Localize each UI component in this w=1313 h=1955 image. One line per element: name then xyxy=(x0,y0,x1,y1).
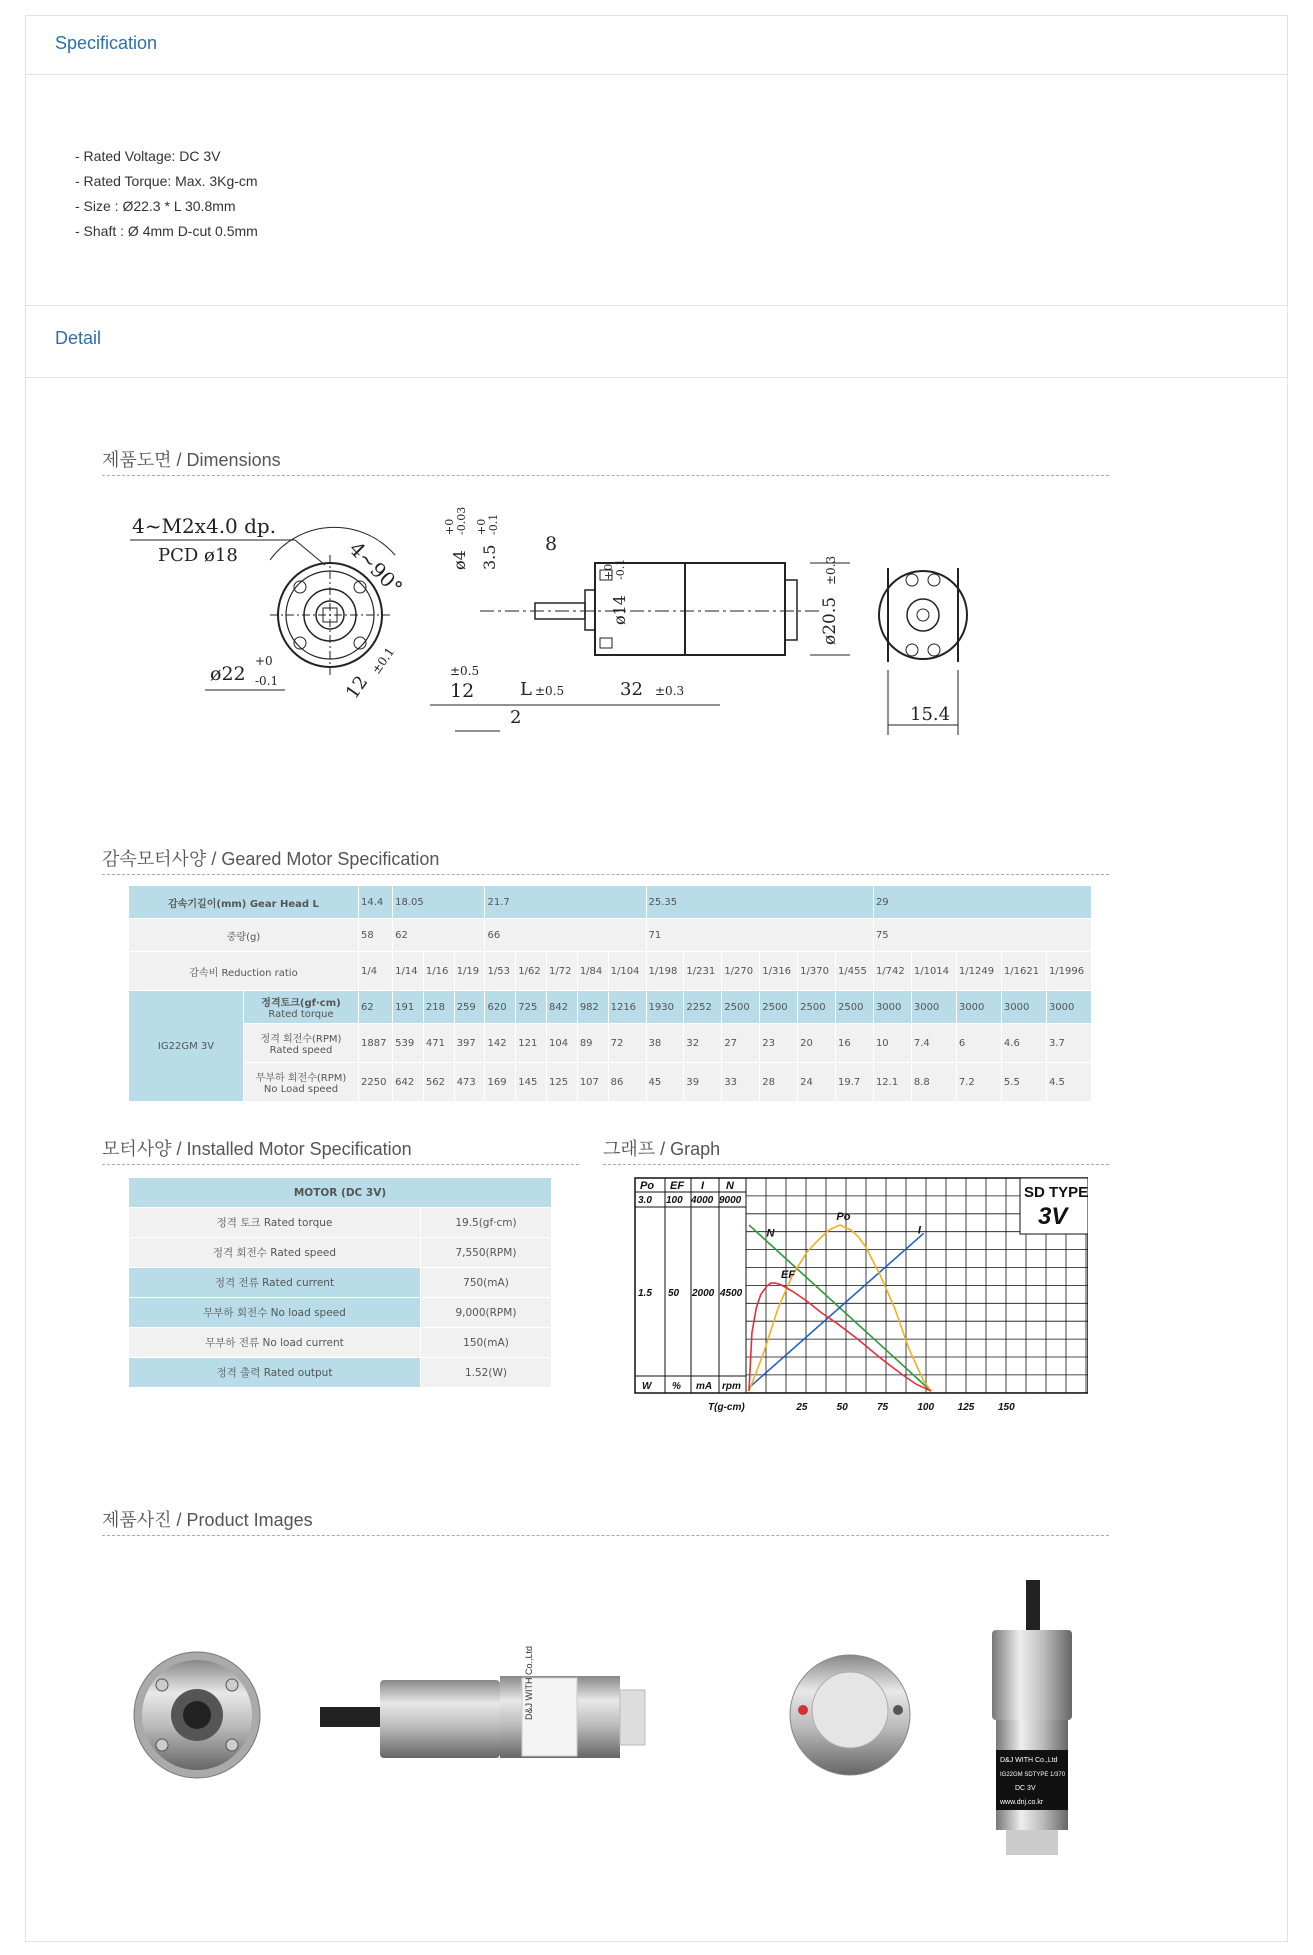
holes-label: 4~M2x4.0 dp. xyxy=(132,514,277,538)
value-cell: 24 xyxy=(798,1063,836,1102)
dcut-size: 3.5 xyxy=(480,544,499,570)
performance-graph xyxy=(628,1172,1088,1417)
front-depth: 12 xyxy=(341,672,373,703)
svg-text:Po: Po xyxy=(640,1180,655,1192)
value-cell: 169 xyxy=(485,1063,516,1102)
ratio-cell: 1/19 xyxy=(454,952,485,991)
value-cell: 3000 xyxy=(956,991,1001,1024)
front-diameter: ø22 xyxy=(210,663,246,685)
value-cell: 20 xyxy=(798,1024,836,1063)
images-subtitle: 제품사진 / Product Images xyxy=(102,1506,1109,1536)
value-cell: 39 xyxy=(684,1063,722,1102)
back-width: 15.4 xyxy=(910,704,951,725)
spec-item: - Shaft : Ø 4mm D-cut 0.5mm xyxy=(75,223,258,239)
motor-length: 32 xyxy=(620,679,643,700)
model-cell: IG22GM 3V xyxy=(129,991,244,1102)
series-label: I xyxy=(917,1224,921,1237)
value-cell: 3000 xyxy=(873,991,911,1024)
svg-text:±0.5: ±0.5 xyxy=(535,684,565,698)
value-cell: 397 xyxy=(454,1024,485,1063)
gap-2: 2 xyxy=(510,707,522,728)
value-cell: 642 xyxy=(393,1063,424,1102)
x-tick-label: 75 xyxy=(877,1402,889,1413)
x-tick-label: 125 xyxy=(957,1402,975,1413)
value-cell: 471 xyxy=(423,1024,454,1063)
value-cell: 1930 xyxy=(646,991,684,1024)
svg-text:-0.1: -0.1 xyxy=(487,513,500,535)
svg-text:DC 3V: DC 3V xyxy=(1015,1785,1036,1792)
value-cell: 107 xyxy=(577,1063,608,1102)
svg-text:mA: mA xyxy=(696,1381,713,1392)
photo-vertical-motor xyxy=(992,1580,1072,1855)
graph-subtitle: 그래프 / Graph xyxy=(603,1135,1109,1165)
spec-list xyxy=(75,144,258,244)
value-cell: 2500 xyxy=(722,991,760,1024)
spec-item: - Rated Torque: Max. 3Kg-cm xyxy=(75,173,258,189)
svg-text:±0.3: ±0.3 xyxy=(655,684,685,698)
series-label: N xyxy=(766,1227,775,1240)
value-cell: 4.5 xyxy=(1046,1063,1091,1102)
value-cell: 27 xyxy=(722,1024,760,1063)
value-cell: 3000 xyxy=(1001,991,1046,1024)
value-cell: 23 xyxy=(760,1024,798,1063)
installed-subtitle: 모터사양 / Installed Motor Specification xyxy=(102,1135,579,1165)
shaft-length: 12 xyxy=(450,680,475,702)
value-cell: 8.8 xyxy=(911,1063,956,1102)
value-cell: 125 xyxy=(547,1063,578,1102)
ratio-cell: 1/16 xyxy=(423,952,454,991)
value-cell: 28 xyxy=(760,1063,798,1102)
value-cell: 218 xyxy=(423,991,454,1024)
ratio-cell: 1/316 xyxy=(760,952,798,991)
specification-title: Specification xyxy=(55,33,158,53)
value-cell: 191 xyxy=(393,991,424,1024)
ratio-cell: 1/742 xyxy=(873,952,911,991)
value-cell: 562 xyxy=(423,1063,454,1102)
svg-text:-0.03: -0.03 xyxy=(455,506,468,535)
detail-title: Detail xyxy=(55,328,102,348)
value-cell: 539 xyxy=(393,1024,424,1063)
value-cell: 4.6 xyxy=(1001,1024,1046,1063)
value-cell: 2252 xyxy=(684,991,722,1024)
value-cell: 2250 xyxy=(359,1063,393,1102)
value-cell: 45 xyxy=(646,1063,684,1102)
value-cell: 121 xyxy=(516,1024,547,1063)
value-cell: 842 xyxy=(547,991,578,1024)
value-cell: 725 xyxy=(516,991,547,1024)
pcd-label: PCD ø18 xyxy=(158,545,238,566)
value-cell: 33 xyxy=(722,1063,760,1102)
value-cell: 3000 xyxy=(1046,991,1091,1024)
x-tick-label: 25 xyxy=(796,1402,808,1413)
ratio-cell: 1/1996 xyxy=(1046,952,1091,991)
svg-text:9000: 9000 xyxy=(719,1195,742,1206)
svg-text:±0.3: ±0.3 xyxy=(824,555,838,585)
value-cell: 1216 xyxy=(608,991,646,1024)
svg-text:4000: 4000 xyxy=(691,1195,714,1206)
svg-text:rpm: rpm xyxy=(722,1381,741,1392)
value-cell: 620 xyxy=(485,991,516,1024)
value-cell: 473 xyxy=(454,1063,485,1102)
chart-title: SD TYPE xyxy=(1024,1184,1088,1201)
value-cell: 1887 xyxy=(359,1024,393,1063)
ratio-cell: 1/198 xyxy=(646,952,684,991)
shaft-diameter: ø4 xyxy=(450,550,469,570)
svg-text:±0.5: ±0.5 xyxy=(450,664,480,678)
svg-text:1.5: 1.5 xyxy=(638,1288,652,1299)
svg-text:+0: +0 xyxy=(475,518,488,535)
series-label: EF xyxy=(781,1269,796,1282)
ratio-cell: 1/14 xyxy=(393,952,424,991)
photo-front-face xyxy=(134,1652,260,1778)
value-cell: 5.5 xyxy=(1001,1063,1046,1102)
value-cell: 142 xyxy=(485,1024,516,1063)
boss-diameter: ø14 xyxy=(610,595,629,625)
series-label: Po xyxy=(836,1211,851,1224)
x-tick-label: 50 xyxy=(836,1402,848,1413)
detail-header xyxy=(25,306,1288,378)
ratio-cell: 1/104 xyxy=(608,952,646,991)
motor-spec-table: MOTOR (DC 3V) 정격 토크 Rated torque 19.5(gf·cm) 정격 회전수 Rated speed 7,550(RPM) 정격 전류 Rated current 750(mA) 무부하 회전수 No load speed 9,000(RPM) 무부하 전류 No load current 150(mA) 정격 출력 Rated output 1.52(W) xyxy=(128,1177,552,1388)
geared-spec-table: 감속기길이(mm) Gear Head L 14.4 18.05 21.7 25.35 29 중량(g) 58 62 66 71 75 감속비 Reduction ratio 1/4 1/14 1/16 1/19 1/53 1/62 1/72 1/84 1/104 1/198 1/231 1/270 1/316 1/370 1/455 1/742 1/1014 1/1249 1/1621 1/1996 IG22GM 3V 정격토크(gf·cm) Rated torque 62 191 218 259 620 725 842 982 1216 1930 2252 2500 2500 2500 2500 3000 3000 3000 3000 3000 정격 회전수(RPM) Rated speed 1887 539 471 397 142 121 104 89 72 38 32 27 23 20 16 10 7.4 6 4.6 3.7 무부하 회전수(RPM) No Load speed 2250 642 562 473 169 145 125 107 86 45 39 33 28 24 19.7 12.1 8.8 7.2 5.5 4.5 xyxy=(128,885,1092,1102)
ratio-cell: 1/1621 xyxy=(1001,952,1046,991)
geared-subtitle: 감속모터사양 / Geared Motor Specification xyxy=(102,845,1109,875)
value-cell: 2500 xyxy=(836,991,874,1024)
value-cell: 3.7 xyxy=(1046,1024,1091,1063)
svg-text:±0.1: ±0.1 xyxy=(368,644,398,677)
svg-text:D&J WITH Co.,Ltd: D&J WITH Co.,Ltd xyxy=(524,1645,534,1720)
svg-text:%: % xyxy=(672,1381,681,1392)
ratio-cell: 1/270 xyxy=(722,952,760,991)
value-cell: 982 xyxy=(577,991,608,1024)
svg-text:EF: EF xyxy=(670,1180,685,1192)
value-cell: 3000 xyxy=(911,991,956,1024)
body-diameter: ø20.5 xyxy=(820,596,840,645)
value-cell: 86 xyxy=(608,1063,646,1102)
svg-text:100: 100 xyxy=(666,1195,683,1206)
dimensions-subtitle: 제품도면 / Dimensions xyxy=(102,446,1109,476)
svg-text:I: I xyxy=(701,1180,705,1192)
value-cell: 145 xyxy=(516,1063,547,1102)
spec-item: - Size : Ø22.3 * L 30.8mm xyxy=(75,198,236,214)
spec-item: - Rated Voltage: DC 3V xyxy=(75,148,221,164)
svg-text:+0: +0 xyxy=(443,518,456,535)
ratio-cell: 1/455 xyxy=(836,952,874,991)
value-cell: 38 xyxy=(646,1024,684,1063)
gear-length: L xyxy=(520,679,532,700)
ratio-cell: 1/1249 xyxy=(956,952,1001,991)
photo-side-motor xyxy=(320,1646,645,1758)
value-cell: 12.1 xyxy=(873,1063,911,1102)
value-cell: 16 xyxy=(836,1024,874,1063)
svg-text:-0.1: -0.1 xyxy=(255,674,279,688)
svg-text:+0: +0 xyxy=(602,563,615,580)
ratio-cell: 1/1014 xyxy=(911,952,956,991)
ratio-cell: 1/72 xyxy=(547,952,578,991)
svg-text:D&J WITH Co.,Ltd: D&J WITH Co.,Ltd xyxy=(1000,1757,1058,1764)
x-axis-label: T(g-cm) xyxy=(708,1402,745,1413)
ratio-cell: 1/53 xyxy=(485,952,516,991)
value-cell: 2500 xyxy=(760,991,798,1024)
value-cell: 6 xyxy=(956,1024,1001,1063)
svg-text:N: N xyxy=(726,1180,734,1192)
ratio-cell: 1/370 xyxy=(798,952,836,991)
value-cell: 7.4 xyxy=(911,1024,956,1063)
dimension-drawing xyxy=(120,495,1080,770)
ratio-cell: 1/4 xyxy=(359,952,393,991)
dim-8: 8 xyxy=(545,533,558,555)
svg-text:2000: 2000 xyxy=(692,1288,715,1299)
specification-header xyxy=(25,15,1288,75)
ratio-cell: 1/62 xyxy=(516,952,547,991)
svg-text:50: 50 xyxy=(668,1288,680,1299)
svg-text:4500: 4500 xyxy=(720,1288,743,1299)
value-cell: 72 xyxy=(608,1024,646,1063)
x-tick-label: 100 xyxy=(917,1402,935,1413)
value-cell: 2500 xyxy=(798,991,836,1024)
svg-text:+0: +0 xyxy=(255,654,273,668)
value-cell: 62 xyxy=(359,991,393,1024)
svg-text:IG22GM SDTYPE 1/370: IG22GM SDTYPE 1/370 xyxy=(1000,1772,1066,1778)
svg-text:-0.1: -0.1 xyxy=(614,558,627,580)
value-cell: 7.2 xyxy=(956,1063,1001,1102)
svg-text:W: W xyxy=(642,1381,652,1392)
angle-label: 4~90° xyxy=(344,536,408,600)
gear-head-label: 감속기길이(mm) Gear Head L xyxy=(129,886,359,919)
x-tick-label: 150 xyxy=(998,1402,1015,1413)
ratio-cell: 1/84 xyxy=(577,952,608,991)
value-cell: 32 xyxy=(684,1024,722,1063)
value-cell: 19.7 xyxy=(836,1063,874,1102)
chart-subtitle: 3V xyxy=(1038,1203,1068,1230)
value-cell: 259 xyxy=(454,991,485,1024)
photo-back-face xyxy=(790,1655,910,1775)
product-images xyxy=(130,1580,1090,1870)
ratio-cell: 1/231 xyxy=(684,952,722,991)
svg-text:3.0: 3.0 xyxy=(638,1195,652,1206)
value-cell: 10 xyxy=(873,1024,911,1063)
value-cell: 89 xyxy=(577,1024,608,1063)
svg-text:www.dnj.co.kr: www.dnj.co.kr xyxy=(1000,1799,1044,1806)
value-cell: 104 xyxy=(547,1024,578,1063)
